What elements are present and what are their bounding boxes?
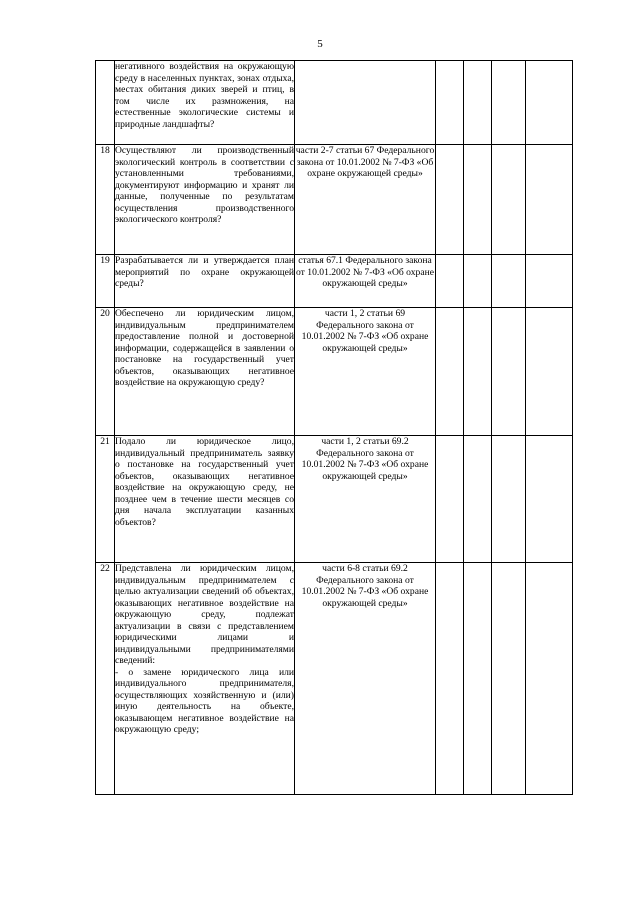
row-number: 22 — [96, 563, 115, 795]
row-number: 21 — [96, 436, 115, 563]
answer-na-cell[interactable] — [492, 255, 526, 308]
legal-reference: части 1, 2 статьи 69 Федерального закона от 10.01.2002 № 7-ФЗ «Об охране окружающей среды» — [295, 308, 436, 436]
table-row — [96, 61, 573, 145]
requirement-text: Обеспечено ли юридическим лицом, индивидуальным предпринимателем предоставление полной и достоверной информации, содержащейся в заявлении о постановке на государственный учет объектов, оказывающих негативное воздействие на окружающую среду? — [115, 308, 295, 436]
note-cell[interactable] — [526, 436, 573, 563]
answer-no-cell[interactable] — [464, 61, 492, 145]
answer-na-cell[interactable] — [492, 145, 526, 255]
row-number — [96, 61, 115, 145]
note-cell[interactable] — [526, 563, 573, 795]
requirement-text: Подало ли юридическое лицо, индивидуальный предприниматель заявку о постановке на государственный учет объектов, оказывающих негативное воздействие на окружающую среду, не позднее чем в течение шести месяцев со дня начала эксплуатации казанных объектов? — [115, 436, 295, 563]
table-row — [96, 255, 573, 308]
note-cell[interactable] — [526, 145, 573, 255]
answer-yes-cell[interactable] — [436, 308, 464, 436]
answer-yes-cell[interactable] — [436, 255, 464, 308]
note-cell[interactable] — [526, 255, 573, 308]
requirement-main-text: Представлена ли юридическим лицом, индивидуальным предпринимателем с целью актуализации сведений об объектах, оказывающих негативное воздействие на окружающую среду, подлежат актуализации в связи с представлением юридическими лицами и индивидуальными предпринимателями сведений: — [115, 563, 294, 666]
table-row — [96, 436, 573, 563]
row-number: 19 — [96, 255, 115, 308]
table-row — [96, 563, 573, 795]
answer-yes-cell[interactable] — [436, 145, 464, 255]
requirement-text: Разрабатывается ли и утверждается план мероприятий по охране окружающей среды? — [115, 255, 295, 308]
note-cell[interactable] — [526, 61, 573, 145]
requirement-sub-item: - о замене юридического лица или индивидуального предпринимателя, осуществляющих хозяйственную и (или) иную деятельность на объекте, оказывающем негативное воздействие на окружающую среду; — [115, 666, 294, 735]
answer-na-cell[interactable] — [492, 563, 526, 795]
legal-reference — [295, 61, 436, 145]
answer-na-cell[interactable] — [492, 436, 526, 563]
answer-no-cell[interactable] — [464, 436, 492, 563]
requirement-text: негативного воздействия на окружающую среду в населенных пунктах, зонах отдыха, местах обитания диких зверей и птиц, в том числе их размножения, на естественные экологические системы и природные ландшафты? — [115, 61, 295, 145]
row-number: 18 — [96, 145, 115, 255]
requirement-text — [115, 563, 295, 795]
checklist-table — [95, 60, 573, 795]
answer-no-cell[interactable] — [464, 308, 492, 436]
table-row — [96, 145, 573, 255]
answer-yes-cell[interactable] — [436, 563, 464, 795]
answer-no-cell[interactable] — [464, 563, 492, 795]
note-cell[interactable] — [526, 308, 573, 436]
answer-no-cell[interactable] — [464, 255, 492, 308]
requirement-text: Осуществляют ли производственный экологический контроль в соответствии с установленными требованиями, документируют информацию и хранят ли данные, полученные по результатам осуществления производственного экологического контроля? — [115, 145, 295, 255]
answer-yes-cell[interactable] — [436, 61, 464, 145]
legal-reference: части 2-7 статьи 67 Федерального закона от 10.01.2002 № 7-ФЗ «Об охране окружающей среды» — [295, 145, 436, 255]
answer-yes-cell[interactable] — [436, 436, 464, 563]
answer-no-cell[interactable] — [464, 145, 492, 255]
table-row — [96, 308, 573, 436]
answer-na-cell[interactable] — [492, 308, 526, 436]
legal-reference: статья 67.1 Федерального закона от 10.01.2002 № 7-ФЗ «Об охране окружающей среды» — [295, 255, 436, 308]
legal-reference: части 1, 2 статьи 69.2 Федерального закона от 10.01.2002 № 7-ФЗ «Об охране окружающей среды» — [295, 436, 436, 563]
page-number: 5 — [317, 38, 323, 50]
legal-reference: части 6-8 статьи 69.2 Федерального закона от 10.01.2002 № 7-ФЗ «Об охране окружающей среды» — [295, 563, 436, 795]
answer-na-cell[interactable] — [492, 61, 526, 145]
row-number: 20 — [96, 308, 115, 436]
